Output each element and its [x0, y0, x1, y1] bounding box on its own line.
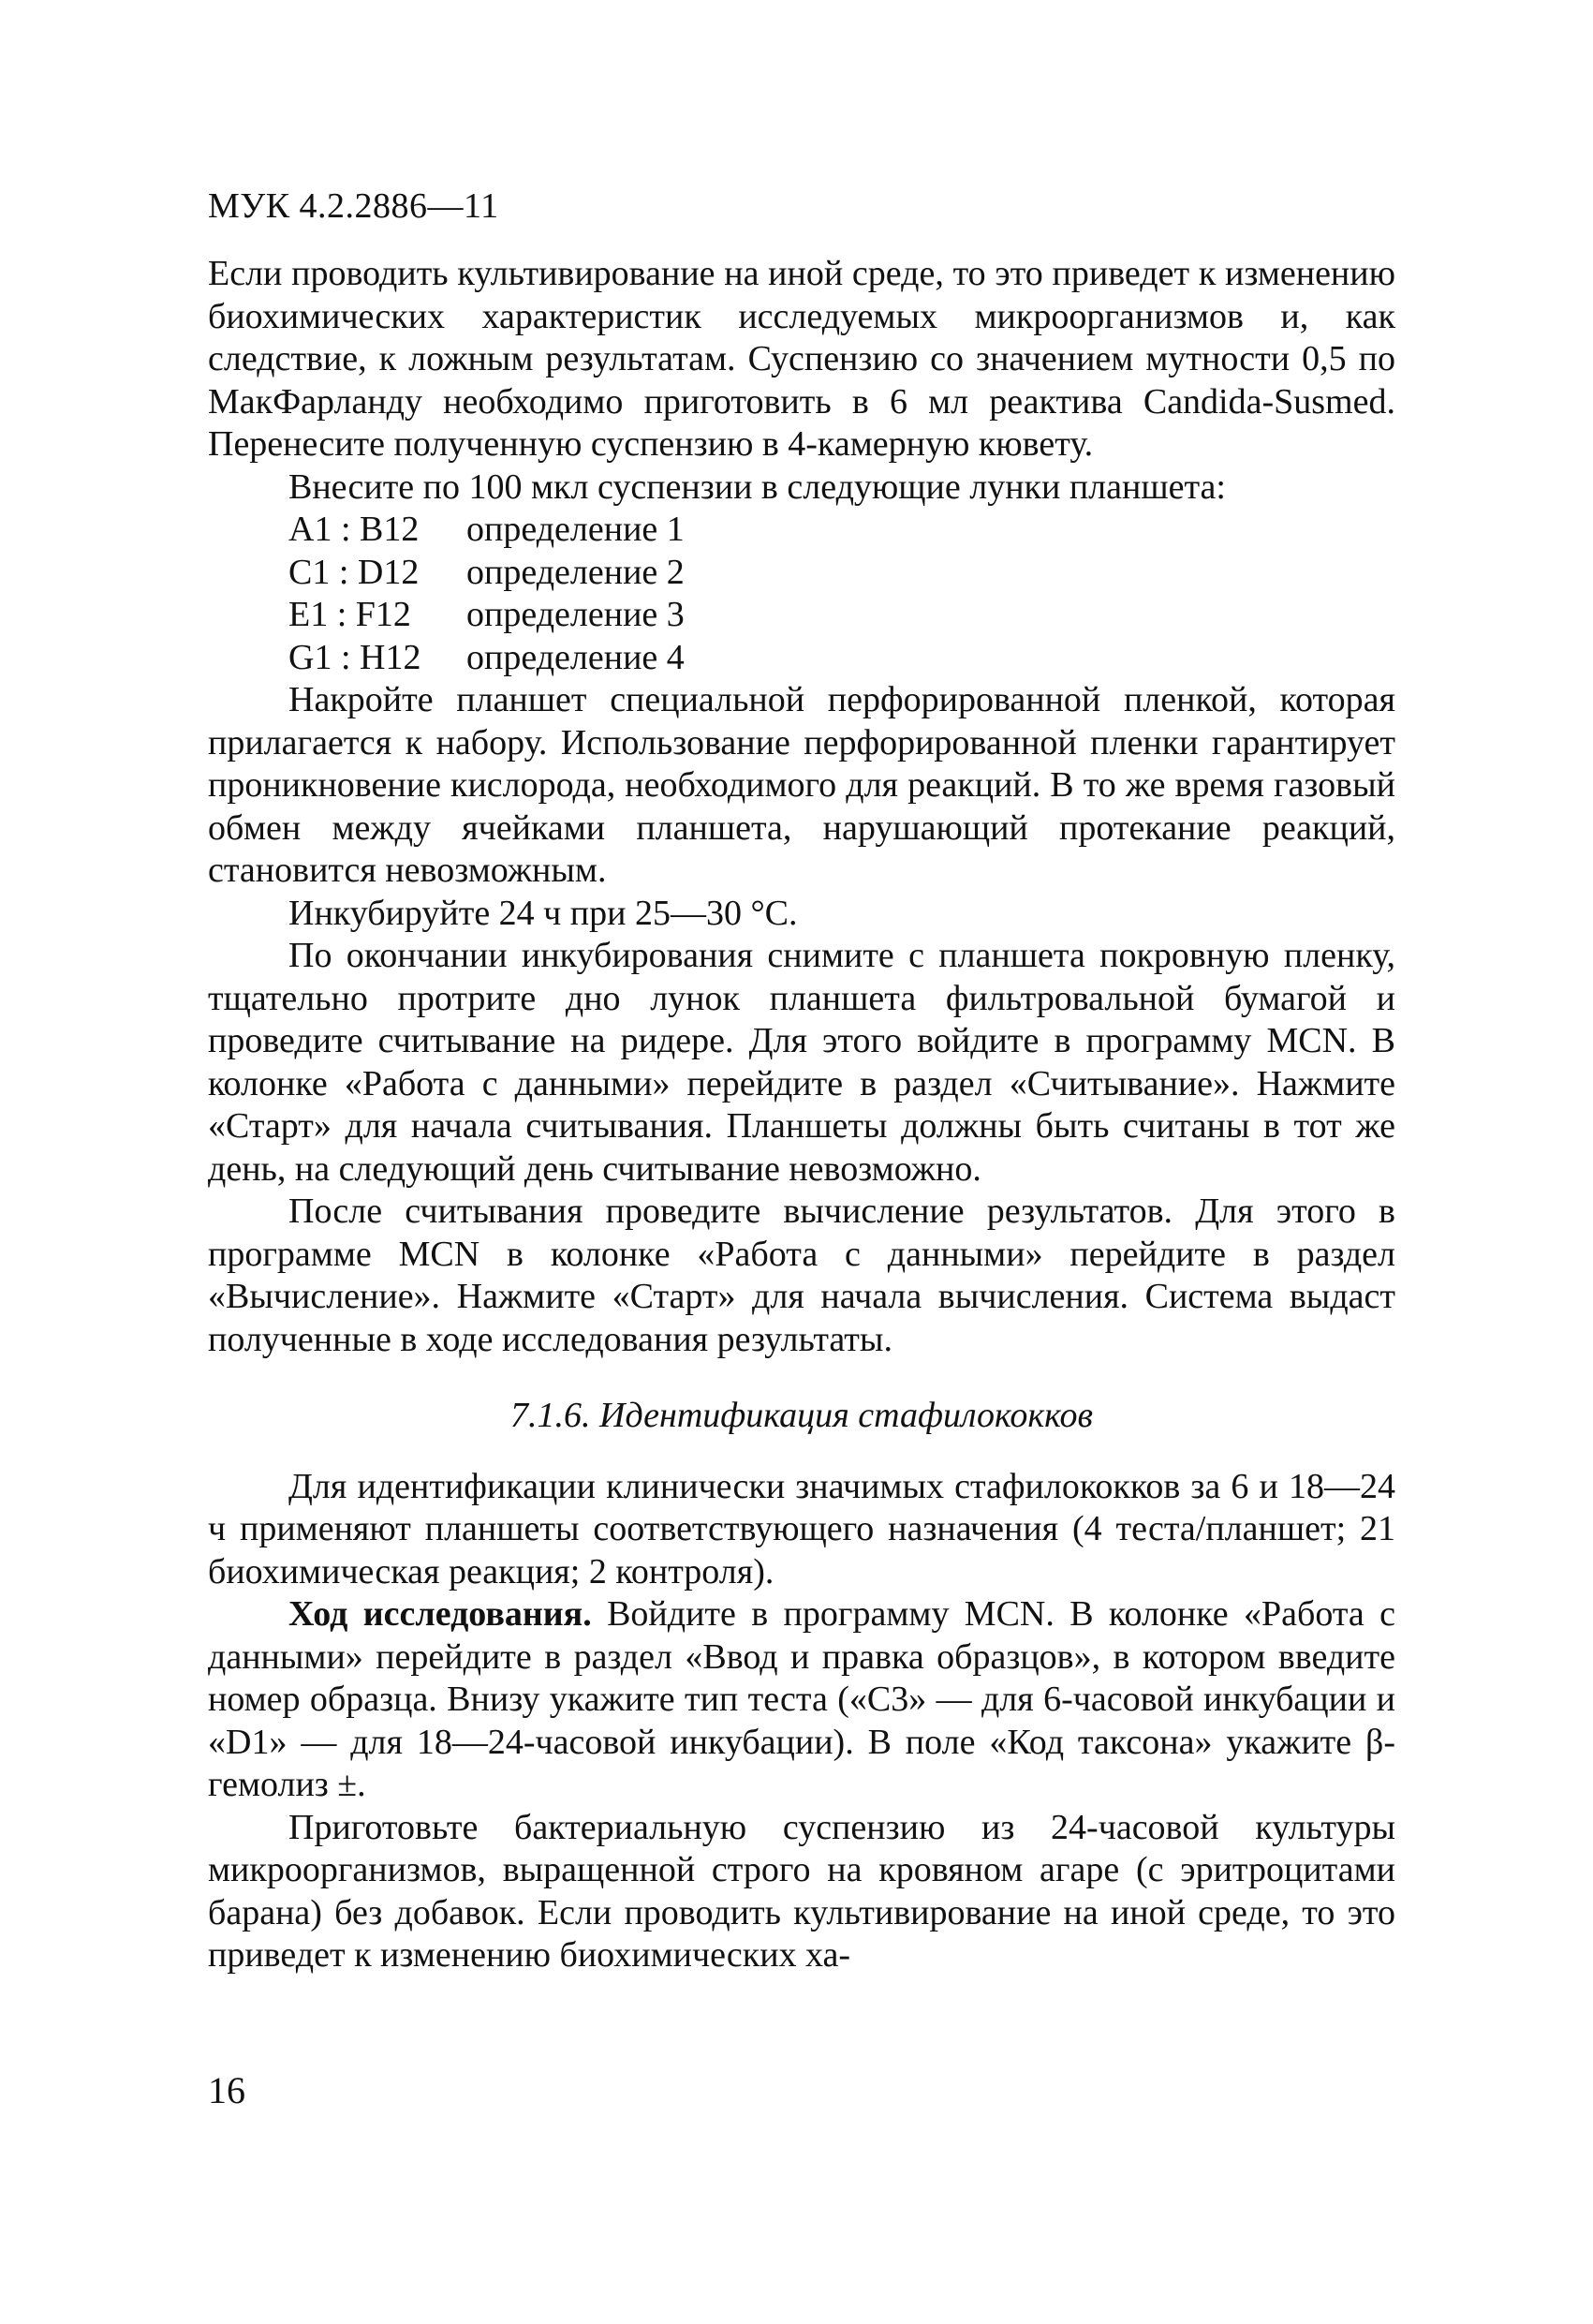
procedure-label: Ход исследования.: [288, 1594, 592, 1634]
procedure-text: Войдите в программу MCN. В колонке «Работа с данными» перейдите в раздел «Ввод и правка образцов», в котором введите номер образца. Внизу укажите тип теста («С3» — для 6-часовой инкубации и «D1» — для 18—24-часовой инкубации). В поле «Код таксона» укажите β-гемолиз ±.: [208, 1594, 1395, 1804]
well-determination: определение 3: [466, 595, 685, 634]
page-body: [208, 253, 1395, 1977]
well-range: A1 : B12: [288, 510, 420, 549]
paragraph-reading: По окончании инкубирования снимите с планшета покровную пленку, тщательно протрите дно лунок планшета фильтровальной бумагой и проведите считывание на ридере. Для этого войдите в программу MCN. В колонке «Работа с данными» перейдите в раздел «Считывание». Нажмите «Старт» для начала считывания. Планшеты должны быть считаны в тот же день, на следующий день считывание невозможно.: [208, 936, 1395, 1189]
paragraph-staph-intro: Для идентификации клинически значимых стафилококков за 6 и 18—24 ч применяют планшеты соответствующего назначения (4 теста/планшет; 21 биохимическая реакция; 2 контроля).: [208, 1466, 1395, 1591]
section-title: 7.1.6. Идентификация стафилококков: [510, 1396, 1093, 1435]
well-range: E1 : F12: [288, 595, 411, 634]
well-determination: определение 4: [466, 637, 685, 677]
wells-list-item: [208, 552, 1395, 595]
wells-list-item: [208, 637, 1395, 680]
page-number: 16: [208, 2069, 245, 2111]
well-range: C1 : D12: [288, 552, 420, 592]
well-determination: определение 1: [466, 510, 685, 549]
paragraph-calculation: После считывания проведите вычисление результатов. Для этого в программе MCN в колонке «Работа с данными» перейдите в раздел «Вычисление». Нажмите «Старт» для начала вычисления. Система выдаст полученные в ходе исследования результаты.: [208, 1192, 1395, 1359]
well-determination: определение 2: [466, 552, 685, 592]
well-range: G1 : H12: [288, 637, 421, 677]
paragraph-film: Накройте планшет специальной перфорированной пленкой, которая прилагается к набору. Использование перфорированной пленки гарантирует проникновение кислорода, необходимого для реакций. В то же время газовый обмен между ячейками планшета, нарушающий протекание реакций, становится невозможным.: [208, 680, 1395, 890]
paragraph-wells-intro: Внесите по 100 мкл суспензии в следующие лунки планшета:: [288, 466, 1226, 507]
wells-list-item: [208, 594, 1395, 637]
paragraph-procedure: [208, 1593, 1395, 1807]
wells-list-item: [208, 509, 1395, 552]
paragraph-cultivation: Если проводить культивирование на иной среде, то это приведет к изменению биохимических характеристик исследуемых микроорганизмов и, как следствие, к ложным результатам. Суспензию со значением мутности 0,5 по МакФарланду необходимо приготовить в 6 мл реактива Candida-Susmed. Перенесите полученную суспензию в 4-камерную кювету.: [208, 254, 1395, 464]
paragraph-suspension: Приготовьте бактериальную суспензию из 24-часовой культуры микроорганизмов, выращенной строго на кровяном агаре (с эритроцитами барана) без добавок. Если проводить культивирование на иной среде, то это приведет к изменению биохимических ха-: [208, 1807, 1395, 1975]
document-code-header: МУК 4.2.2886—11: [208, 186, 499, 226]
paragraph-incubation: Инкубируйте 24 ч при 25—30 °С.: [288, 893, 798, 933]
wells-list: [208, 509, 1395, 679]
